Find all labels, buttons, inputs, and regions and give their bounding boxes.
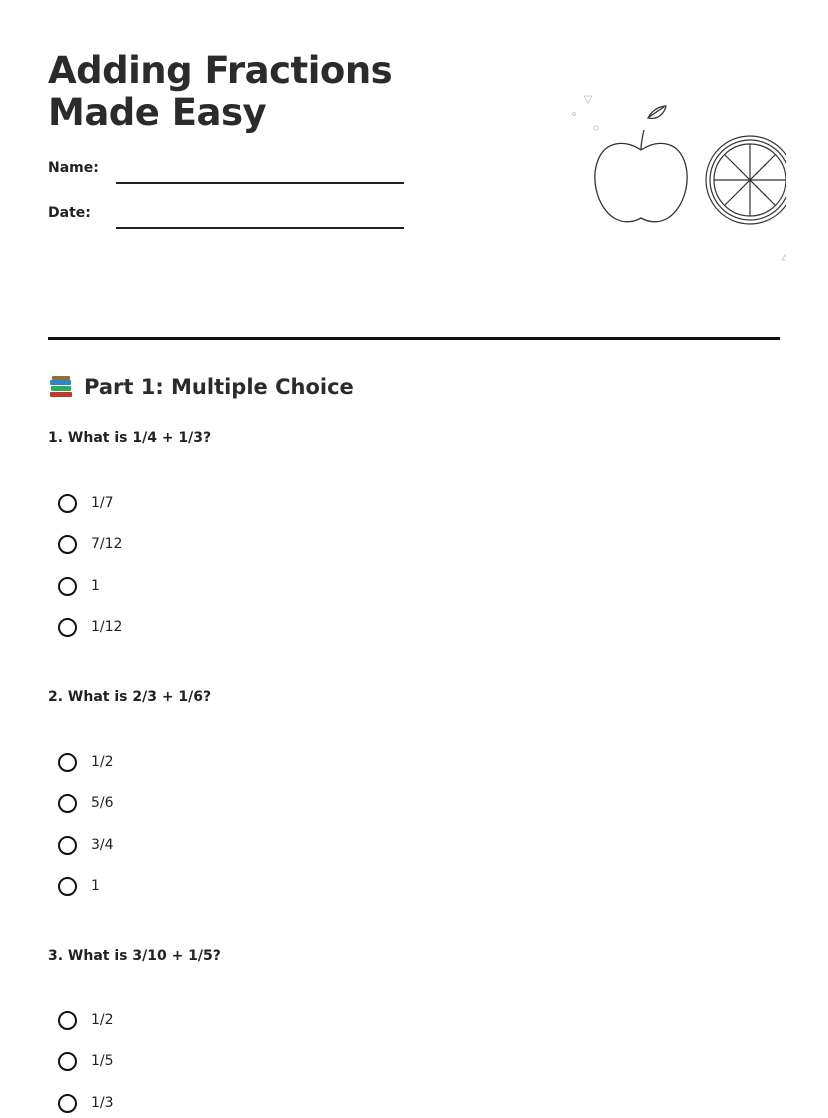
option-1c[interactable]: [58, 573, 100, 599]
option-label: 7/12: [91, 536, 123, 552]
option-3b[interactable]: [58, 1048, 114, 1074]
sparkle-icon: [573, 96, 787, 260]
radio-button[interactable]: [58, 1094, 77, 1113]
option-2a[interactable]: [58, 749, 114, 775]
radio-button[interactable]: [58, 877, 77, 896]
option-label: 5/6: [91, 795, 114, 811]
option-2b[interactable]: [58, 790, 114, 816]
radio-button[interactable]: [58, 836, 77, 855]
name-field: [48, 160, 408, 184]
option-2c[interactable]: [58, 832, 114, 858]
radio-button[interactable]: [58, 494, 77, 513]
section-title: Part 1: Multiple Choice: [84, 375, 354, 399]
question-3: 3. What is 3/10 + 1/5?: [48, 948, 221, 964]
option-label: 1/12: [91, 619, 123, 635]
books-icon: [48, 374, 74, 400]
section-divider: [48, 337, 780, 340]
option-label: 1/5: [91, 1053, 114, 1069]
radio-button[interactable]: [58, 753, 77, 772]
option-label: 1/2: [91, 754, 114, 770]
option-label: 1/2: [91, 1012, 114, 1028]
option-3c[interactable]: [58, 1090, 114, 1116]
date-field: [48, 205, 408, 229]
page-title: Adding Fractions Made Easy: [48, 49, 393, 134]
option-1b[interactable]: [58, 531, 122, 557]
option-1d[interactable]: [58, 614, 122, 640]
radio-button[interactable]: [58, 535, 77, 554]
option-label: 3/4: [91, 837, 114, 853]
radio-button[interactable]: [58, 577, 77, 596]
name-line[interactable]: [116, 182, 404, 184]
option-label: 1/7: [91, 495, 114, 511]
orange-slice-icon: [706, 136, 786, 224]
option-label: 1: [91, 878, 100, 894]
option-label: 1/3: [91, 1095, 114, 1111]
date-line[interactable]: [116, 227, 404, 229]
option-label: 1: [91, 578, 100, 594]
radio-button[interactable]: [58, 794, 77, 813]
question-2: 2. What is 2/3 + 1/6?: [48, 689, 212, 705]
radio-button[interactable]: [58, 1052, 77, 1071]
option-3a[interactable]: [58, 1007, 114, 1033]
apple-icon: [595, 106, 687, 222]
name-label: Name:: [48, 160, 99, 176]
radio-button[interactable]: [58, 1011, 77, 1030]
fruit-illustration: [526, 88, 786, 268]
option-2d[interactable]: [58, 873, 100, 899]
question-1: 1. What is 1/4 + 1/3?: [48, 430, 212, 446]
option-1a[interactable]: [58, 490, 114, 516]
section-heading: [48, 374, 354, 400]
date-label: Date:: [48, 205, 91, 221]
radio-button[interactable]: [58, 618, 77, 637]
